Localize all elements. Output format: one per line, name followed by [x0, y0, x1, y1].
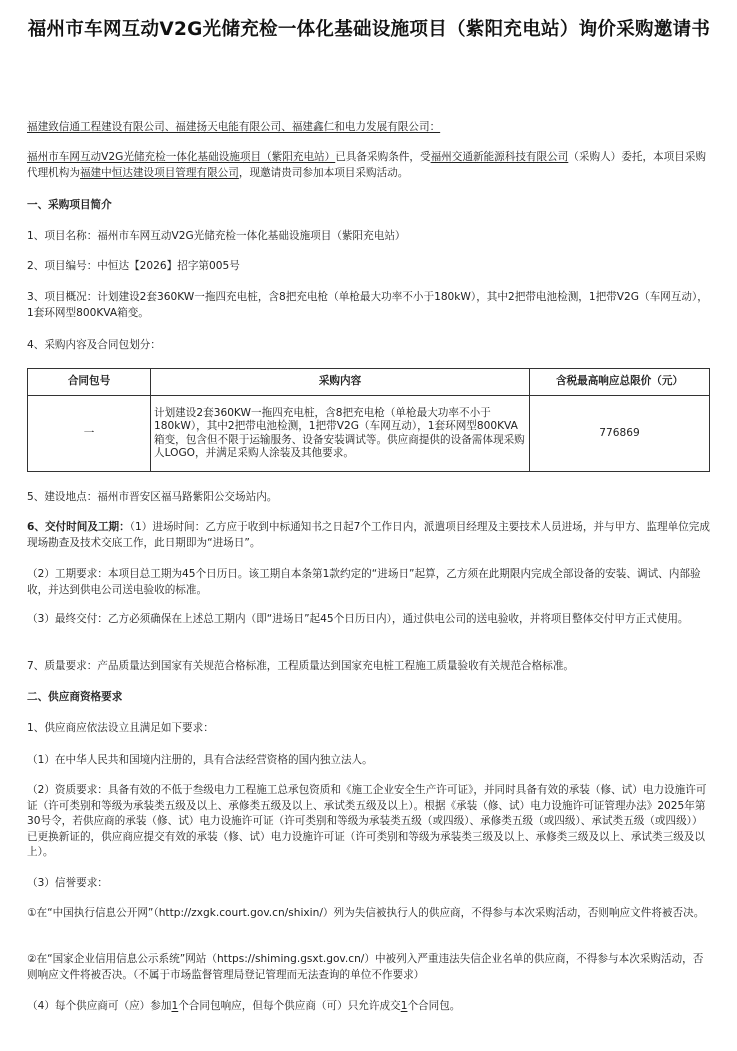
requirement-credit: （3）信誉要求：: [27, 877, 108, 889]
delivery-time-label: 6、交付时间及工期：: [27, 521, 130, 533]
supplier-requirement-intro: 1、供应商应依法设立且满足如下要求：: [27, 722, 214, 734]
project-number-item: 2、项目编号：中恒达【2026】招字第005号: [27, 260, 240, 272]
cell-package: 一: [28, 396, 151, 472]
requirement-legal-entity: （1）在中华人民共和国境内注册的，具有合法经营资格的国内独立法人。: [27, 754, 373, 766]
intro-paragraph: [27, 150, 711, 181]
table-row: [28, 396, 710, 472]
delivery-time-text: （1）进场时间：乙方应于收到中标通知书之日起7个工作日内，派遣项目经理及主要技术人员进场，并与甲方、监理单位完成现场勘查及技术交底工作，此日期即为“进场日”。: [27, 521, 710, 549]
cell-price: 776869: [530, 396, 710, 472]
intro-text-1: 已具备采购条件，受: [335, 151, 431, 163]
addressees-text: 福建致信通工程建设有限公司、福建扬天电能有限公司、福建鑫仁和电力发展有限公司: [27, 121, 430, 133]
project-name-item: 1、项目名称：福州市车网互动V2G光储充检一体化基础设施项目（紫阳充电站）: [27, 230, 406, 242]
package-limit-number-1: 1: [171, 1000, 179, 1012]
package-limit-number-2: 1: [400, 1000, 408, 1012]
construction-site-item: 5、建设地点：福州市晋安区福马路紫阳公交场站内。: [27, 491, 278, 503]
header-price: 含税最高响应总限价（元）: [530, 369, 710, 396]
procurement-table: [27, 368, 710, 472]
header-package: 合同包号: [28, 369, 151, 396]
document-title: 福州市车网互动V2G光储充检一体化基础设施项目（紫阳充电站）询价采购邀请书: [27, 19, 711, 40]
intro-text-2: （采购人）委托，本项目采购代理机构为: [27, 151, 707, 179]
intro-text-3: ，现邀请贵司参加本项目采购活动。: [238, 166, 409, 179]
package-limit-text-a: （4）每个供应商可（应）参加: [27, 1000, 172, 1012]
requirement-qualification: （2）资质要求：具备有效的不低于叁级电力工程施工总承包资质和《施工企业安全生产许可证》，并同时具备有效的承装（修、试）电力设施许可证（许可类别和等级为承装类五级及以上、承修类五级及以上、承试类五级及以上）。根据《承装（修、试）电力设施许可证管理办法》2025年第30号令，若供应商的承装（修、试）电力设施许可证（许可类别和等级为承装类五级（或四级）、承修类五级（或四级）、承试类五级（或四级））已更换新证的，供应商应提交有效的承装（修、试）电力设施许可证（许可类别和等级为承装类三级及以上、承修类三级及以上、承试类三级及以上）。: [27, 784, 707, 859]
project-overview-item: 3、项目概况：计划建设2套360KW一拖四充电桩，含8把充电枪（单枪最大功率不小于180kW），其中2把带电池检测，1把带V2G（车网互动），1套环网型800KVA箱变。: [27, 291, 708, 319]
delivery-time-item: [27, 520, 711, 551]
requirement-package-limit: [27, 999, 711, 1015]
final-delivery-item: （3）最终交付：乙方必须确保在上述总工期内（即“进场日”起45个日历日内），通过供电公司的送电验收，并将项目整体交付甲方正式使用。: [27, 613, 689, 625]
credit-rule-2: ②在“国家企业信用信息公示系统”网站（https://shiming.gsxt.gov.cn/）中被列入严重违法失信企业名单的供应商，不得参与本次采购活动，否则响应文件将被否决。（不属于市场监督管理局登记管理而无法查询的单位不作要求）: [27, 953, 704, 981]
credit-rule-1: ①在“中国执行信息公开网”（http://zxgk.court.gov.cn/shixin/）列为失信被执行人的供应商，不得参与本次采购活动，否则响应文件将被否决。: [27, 907, 705, 919]
cell-content: 计划建设2套360KW一拖四充电桩，含8把充电枪（单枪最大功率不小于180kW），其中2把带电池检测，1把带V2G（车网互动），1套环网型800KVA箱变，包含但不限于运输服务、设备安装调试等。供应商提供的设备需体现采购人LOGO，并满足采购人涂装及其他要求。: [151, 396, 530, 472]
schedule-requirement-item: （2）工期要求：本项目总工期为45个日历日。该工期自本条第1款约定的“进场日”起算，乙方须在此期限内完成全部设备的安装、调试、内部验收，并达到供电公司送电验收的标准。: [27, 568, 701, 596]
header-content: 采购内容: [151, 369, 530, 396]
purchaser-name: 福州交通新能源科技有限公司: [430, 151, 569, 163]
package-limit-text-b: 个合同包响应，但每个供应商（可）只允许成交: [178, 1000, 401, 1012]
section-2-heading: 二、供应商资格要求: [27, 691, 123, 703]
quality-requirement-item: 7、质量要求：产品质量达到国家有关规范合格标准，工程质量达到国家充电桩工程施工质量验收有关规范合格标准。: [27, 660, 575, 672]
project-name-link: 福州市车网互动V2G光储充检一体化基础设施项目（紫阳充电站）: [27, 151, 336, 163]
agency-name: 福建中恒达建设项目管理有限公司: [79, 166, 239, 179]
procurement-content-item: 4、采购内容及合同包划分：: [27, 339, 161, 351]
package-limit-text-c: 个合同包。: [407, 1000, 461, 1012]
addressees: 福建致信通工程建设有限公司、福建扬天电能有限公司、福建鑫仁和电力发展有限公司：: [27, 121, 441, 133]
table-header-row: [28, 369, 710, 396]
section-1-heading: 一、采购项目简介: [27, 199, 112, 211]
